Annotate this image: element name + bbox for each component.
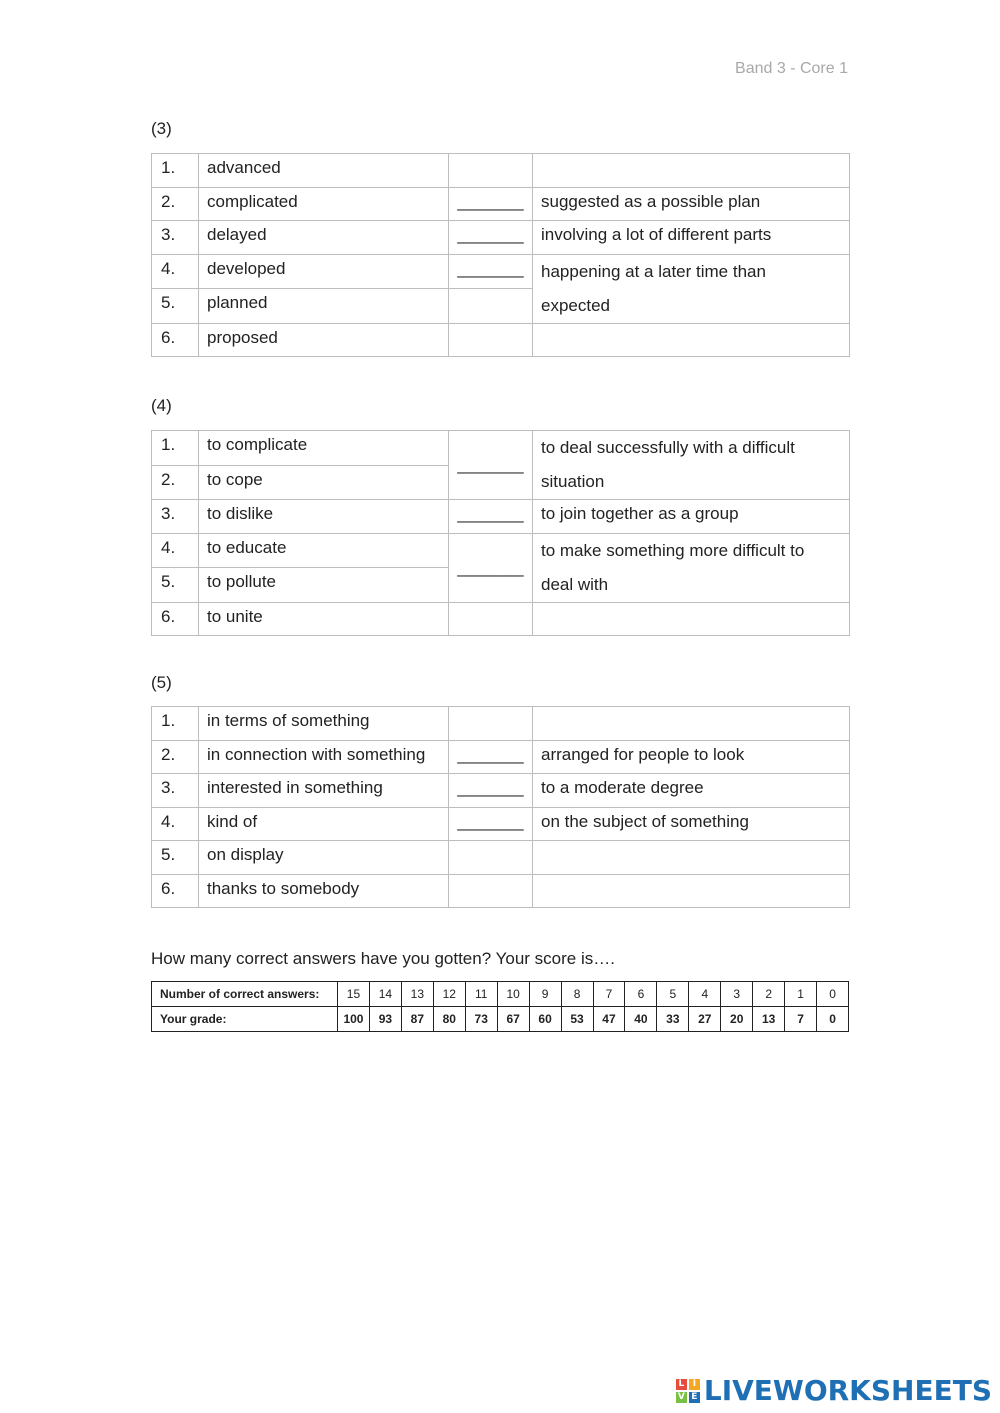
answer-count-cell: 10 bbox=[497, 982, 529, 1007]
definition bbox=[533, 533, 850, 602]
section-3-label: (3) bbox=[151, 119, 172, 138]
definition: arranged for people to look bbox=[533, 740, 850, 774]
answer-count-cell: 1 bbox=[785, 982, 817, 1007]
definition: involving a lot of different parts bbox=[533, 221, 850, 255]
answer-count-cell: 15 bbox=[338, 982, 370, 1007]
item-number: 3. bbox=[152, 221, 199, 255]
logo-mark-icon bbox=[676, 1379, 700, 1403]
item-word: planned bbox=[199, 289, 449, 324]
grades-row bbox=[152, 1007, 849, 1032]
item-number: 1. bbox=[152, 431, 199, 466]
definition-line: situation bbox=[541, 472, 605, 491]
grade-cell: 80 bbox=[433, 1007, 465, 1032]
definition-line: happening at a later time than bbox=[541, 261, 766, 281]
answer-count-cell: 2 bbox=[753, 982, 785, 1007]
page-header: Band 3 - Core 1 bbox=[735, 60, 848, 77]
item-word: on display bbox=[199, 841, 449, 875]
answers-label: Number of correct answers: bbox=[152, 982, 338, 1007]
table-row bbox=[152, 187, 850, 221]
item-word: to pollute bbox=[199, 568, 449, 603]
answer-count-cell: 5 bbox=[657, 982, 689, 1007]
answer-blank[interactable]: _______ bbox=[449, 221, 533, 255]
definition-line: deal with bbox=[541, 574, 609, 594]
item-word: to educate bbox=[199, 533, 449, 568]
blank-cell bbox=[449, 289, 533, 324]
item-word: interested in something bbox=[199, 774, 449, 808]
logo-mark-square: V bbox=[676, 1392, 687, 1403]
table-row bbox=[152, 841, 850, 875]
table-row bbox=[152, 807, 850, 841]
answer-count-cell: 9 bbox=[529, 982, 561, 1007]
definition: on the subject of something bbox=[533, 807, 850, 841]
table-row bbox=[152, 533, 850, 568]
blank-cell bbox=[449, 154, 533, 188]
matching-table-5 bbox=[151, 706, 850, 908]
item-number: 6. bbox=[152, 874, 199, 908]
answer-blank[interactable]: _______ bbox=[449, 431, 533, 500]
item-word: to unite bbox=[199, 602, 449, 636]
item-word: complicated bbox=[199, 187, 449, 221]
grade-cell: 47 bbox=[593, 1007, 625, 1032]
table-row bbox=[152, 774, 850, 808]
grades-label: Your grade: bbox=[152, 1007, 338, 1032]
answer-blank[interactable]: _______ bbox=[449, 774, 533, 808]
section-5-label: (5) bbox=[151, 673, 172, 692]
answer-count-cell: 0 bbox=[817, 982, 849, 1007]
table-row bbox=[152, 874, 850, 908]
answer-blank[interactable]: _______ bbox=[449, 807, 533, 841]
item-number: 2. bbox=[152, 187, 199, 221]
definition-cell bbox=[533, 602, 850, 636]
blank-cell bbox=[449, 323, 533, 357]
item-number: 4. bbox=[152, 254, 199, 289]
item-word: to complicate bbox=[199, 431, 449, 466]
item-number: 1. bbox=[152, 707, 199, 741]
item-number: 3. bbox=[152, 500, 199, 534]
section-4-label: (4) bbox=[151, 396, 172, 415]
answer-count-cell: 3 bbox=[721, 982, 753, 1007]
blank-cell bbox=[449, 707, 533, 741]
grade-cell: 40 bbox=[625, 1007, 657, 1032]
item-word: in terms of something bbox=[199, 707, 449, 741]
item-number: 4. bbox=[152, 807, 199, 841]
item-number: 5. bbox=[152, 568, 199, 603]
grade-cell: 13 bbox=[753, 1007, 785, 1032]
answer-blank[interactable]: _______ bbox=[449, 740, 533, 774]
answer-blank[interactable]: _______ bbox=[449, 187, 533, 221]
definition: suggested as a possible plan bbox=[533, 187, 850, 221]
item-word: advanced bbox=[199, 154, 449, 188]
grade-cell: 0 bbox=[817, 1007, 849, 1032]
item-number: 4. bbox=[152, 533, 199, 568]
score-question: How many correct answers have you gotten? Your score is…. bbox=[151, 949, 615, 968]
blank-cell bbox=[449, 602, 533, 636]
matching-table-3 bbox=[151, 153, 850, 357]
grade-cell: 100 bbox=[338, 1007, 370, 1032]
item-word: developed bbox=[199, 254, 449, 289]
item-word: to dislike bbox=[199, 500, 449, 534]
grade-cell: 60 bbox=[529, 1007, 561, 1032]
grade-cell: 73 bbox=[465, 1007, 497, 1032]
logo-mark-square: I bbox=[689, 1379, 700, 1390]
score-table bbox=[151, 981, 849, 1032]
grade-cell: 33 bbox=[657, 1007, 689, 1032]
answer-blank[interactable]: _______ bbox=[449, 500, 533, 534]
grade-cell: 20 bbox=[721, 1007, 753, 1032]
grade-cell: 93 bbox=[369, 1007, 401, 1032]
definition bbox=[533, 431, 850, 500]
grade-cell: 7 bbox=[785, 1007, 817, 1032]
table-row bbox=[152, 707, 850, 741]
answer-count-cell: 11 bbox=[465, 982, 497, 1007]
logo-mark-square: L bbox=[676, 1379, 687, 1390]
definition-cell bbox=[533, 707, 850, 741]
grade-cell: 67 bbox=[497, 1007, 529, 1032]
definition-cell bbox=[533, 154, 850, 188]
table-row bbox=[152, 221, 850, 255]
table-row bbox=[152, 323, 850, 357]
liveworksheets-logo bbox=[676, 1374, 992, 1407]
definition-cell bbox=[533, 841, 850, 875]
answer-count-cell: 13 bbox=[401, 982, 433, 1007]
table-row bbox=[152, 154, 850, 188]
blank-cell bbox=[449, 841, 533, 875]
item-word: to cope bbox=[199, 465, 449, 500]
item-number: 3. bbox=[152, 774, 199, 808]
grade-cell: 87 bbox=[401, 1007, 433, 1032]
item-number: 6. bbox=[152, 323, 199, 357]
answer-count-cell: 6 bbox=[625, 982, 657, 1007]
logo-mark-square: E bbox=[689, 1392, 700, 1403]
answer-count-cell: 12 bbox=[433, 982, 465, 1007]
item-word: proposed bbox=[199, 323, 449, 357]
table-row bbox=[152, 431, 850, 466]
answer-count-cell: 4 bbox=[689, 982, 721, 1007]
item-number: 2. bbox=[152, 740, 199, 774]
answer-count-cell: 8 bbox=[561, 982, 593, 1007]
item-number: 5. bbox=[152, 841, 199, 875]
definition: to join together as a group bbox=[533, 500, 850, 534]
logo-text: LIVEWORKSHEETS bbox=[703, 1374, 992, 1407]
definition-line: to deal successfully with a difficult bbox=[541, 438, 795, 457]
item-word: in connection with something bbox=[199, 740, 449, 774]
definition-line: expected bbox=[541, 295, 610, 315]
definition: to a moderate degree bbox=[533, 774, 850, 808]
item-word: kind of bbox=[199, 807, 449, 841]
item-number: 5. bbox=[152, 289, 199, 324]
matching-table-4 bbox=[151, 430, 850, 636]
table-row bbox=[152, 254, 850, 289]
blank-cell bbox=[449, 874, 533, 908]
definition bbox=[533, 254, 850, 323]
answer-blank[interactable]: _______ bbox=[449, 533, 533, 602]
table-row bbox=[152, 500, 850, 534]
item-number: 2. bbox=[152, 465, 199, 500]
answers-row bbox=[152, 982, 849, 1007]
item-word: delayed bbox=[199, 221, 449, 255]
item-word: thanks to somebody bbox=[199, 874, 449, 908]
answer-count-cell: 7 bbox=[593, 982, 625, 1007]
item-number: 6. bbox=[152, 602, 199, 636]
definition-line: to make something more difficult to bbox=[541, 540, 805, 560]
item-number: 1. bbox=[152, 154, 199, 188]
definition-cell bbox=[533, 323, 850, 357]
grade-cell: 53 bbox=[561, 1007, 593, 1032]
definition-cell bbox=[533, 874, 850, 908]
answer-blank[interactable]: _______ bbox=[449, 254, 533, 289]
table-row bbox=[152, 740, 850, 774]
table-row bbox=[152, 602, 850, 636]
answer-count-cell: 14 bbox=[369, 982, 401, 1007]
grade-cell: 27 bbox=[689, 1007, 721, 1032]
